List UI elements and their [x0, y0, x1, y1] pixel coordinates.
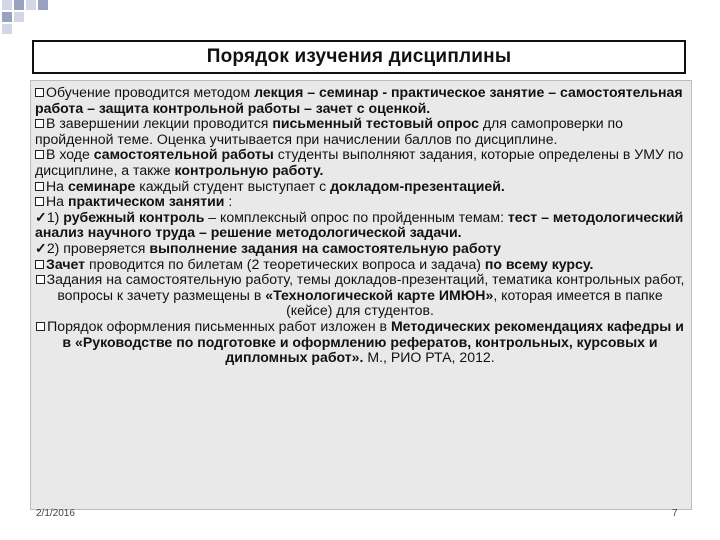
paragraph-self-study	[35, 147, 685, 178]
slide-title-bar	[32, 40, 686, 74]
text-bold: «Технологической карте ИМЮН»	[265, 286, 494, 303]
text-bold: по всему курсу.	[484, 255, 594, 272]
square-bullet-icon	[35, 197, 44, 206]
text-plain: В ходе	[46, 146, 94, 163]
text-plain: На	[46, 177, 68, 194]
text-plain: – комплексный опрос по пройденным темам:	[204, 208, 508, 225]
paragraph-lecture	[35, 116, 685, 147]
square-bullet-icon	[35, 88, 44, 97]
footer-date: 2/1/2016	[36, 508, 75, 519]
corner-decoration	[0, 0, 60, 40]
text-plain: М., РИО РТА, 2012.	[363, 349, 495, 366]
text-plain: Задания на самостоятельную работу, темы докладов-презентаций, тематика контрольных работ, вопросы к зачету размещены в	[46, 271, 685, 303]
text-bold: семинаре	[67, 177, 136, 194]
square-bullet-icon	[35, 182, 44, 191]
paragraph-guidelines	[35, 319, 685, 366]
text-bold: Зачет	[46, 255, 86, 272]
text-bold: самостоятельной работы	[93, 146, 274, 163]
text-plain: :	[224, 193, 233, 210]
slide-content	[30, 80, 692, 510]
text-plain: В завершении лекции проводится	[46, 115, 273, 132]
paragraph-seminar	[35, 179, 685, 195]
text-plain: , которая имеется в папке (кейсе) для студентов.	[286, 286, 663, 319]
paragraph-practical	[35, 194, 685, 210]
text-plain: Порядок оформления письменных работ изложен в	[47, 317, 391, 334]
square-bullet-icon	[35, 260, 44, 269]
text-bold: практическом занятии	[67, 193, 225, 210]
checkmark-icon: ✓	[35, 208, 47, 225]
text-bold: лекция – семинар - практическое занятие – самостоятельная работа – защита контрольной работы – зачет с оценкой.	[35, 84, 683, 116]
square-bullet-icon	[36, 322, 45, 331]
text-bold: письменный тестовый опрос	[272, 115, 479, 132]
slide-title: Порядок изучения дисциплины	[206, 46, 512, 67]
text-bold: контрольную работу.	[174, 161, 324, 178]
text-bold: докладом-презентацией.	[330, 177, 505, 194]
text-plain: проводится по билетам (2 теоретических вопроса и задача)	[85, 255, 485, 272]
text-bold: выполнение задания на самостоятельную работу	[149, 239, 501, 256]
text-plain: 1)	[46, 208, 64, 225]
paragraph-checkpoint-1	[35, 210, 685, 241]
text-bold: рубежный контроль	[63, 208, 205, 225]
square-bullet-icon	[36, 275, 45, 284]
paragraph-method	[35, 85, 685, 116]
text-plain: для самопроверки по пройденной теме.	[35, 115, 623, 147]
text-plain: Оценка учитывается при начислении баллов по дисциплине.	[153, 130, 558, 147]
paragraph-checkpoint-2	[35, 241, 685, 257]
page-number: 7	[672, 508, 678, 519]
text-plain: 2) проверяется	[46, 239, 150, 256]
square-bullet-icon	[35, 119, 44, 128]
text-bold: Методических рекомендациях кафедры и в «Руководстве по подготовке и оформлению рефератов, контрольных, курсовых и дипломных работ».	[62, 317, 684, 366]
text-bold: тест – методологический анализ научного труда – решение методологической задачи.	[35, 208, 684, 241]
text-plain: каждый студент выступает с	[135, 177, 331, 194]
paragraph-tech-card	[35, 272, 685, 319]
paragraph-exam	[35, 257, 685, 273]
text-plain: Обучение проводится методом	[46, 84, 255, 100]
text-plain: студенты выполняют задания, которые определены в УМУ по дисциплине, а также	[35, 146, 684, 178]
square-bullet-icon	[35, 150, 44, 159]
text-plain: На	[46, 193, 68, 210]
checkmark-icon: ✓	[35, 239, 47, 256]
